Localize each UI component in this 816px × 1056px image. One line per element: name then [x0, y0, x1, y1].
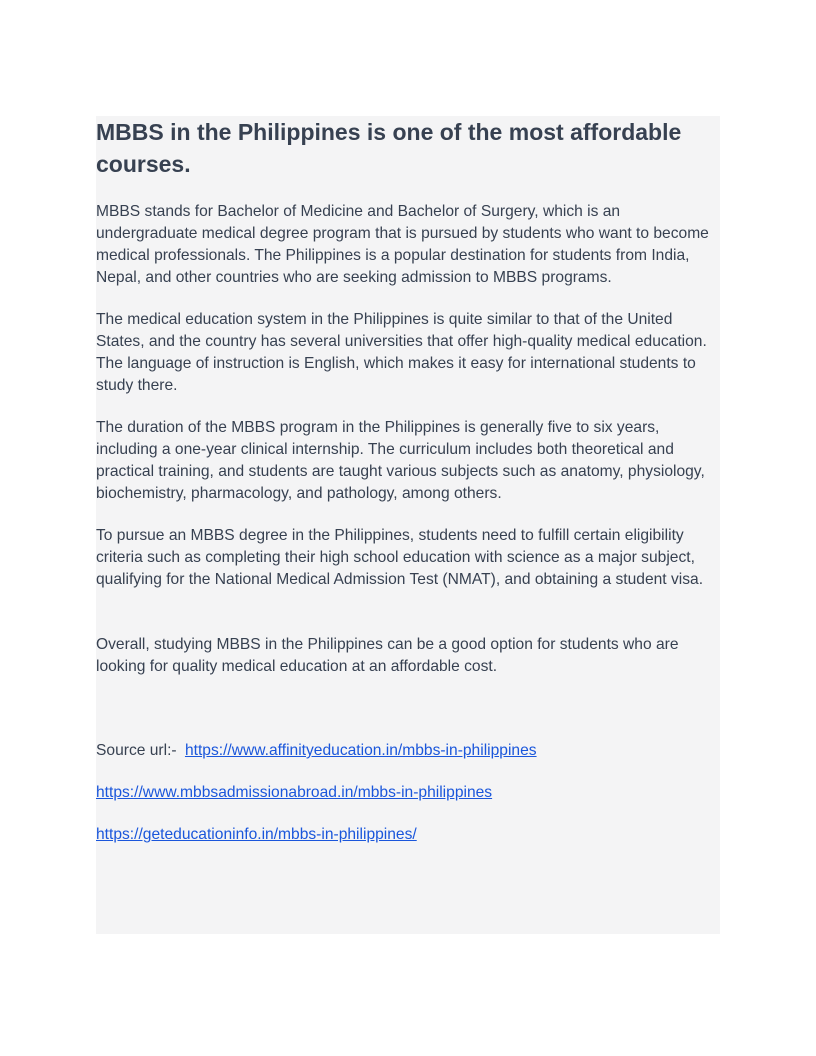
paragraph-eligibility: To pursue an MBBS degree in the Philippines, students need to fulfill certain eligibility criteria such as completing their high school education with science as a major subject, qualifying for the National Medical Admission Test (NMAT), and obtaining a student visa. [96, 527, 704, 588]
source-line [96, 782, 720, 804]
paragraph-intro: MBBS stands for Bachelor of Medicine and Bachelor of Surgery, which is an undergraduate medical degree program that is pursued by students who want to become medical professionals. The Philippines is a popular destination for students from India, Nepal, and other countries who are seeking admission to MBBS programs. [96, 203, 709, 286]
page-title: MBBS in the Philippines is one of the most affordable courses. [96, 119, 682, 177]
paragraph-education-system: The medical education system in the Philippines is quite similar to that of the United States, and the country has several universities that offer high-quality medical education. The language of instruction is English, which makes it easy for international students to study there. [96, 311, 707, 394]
paragraph-duration: The duration of the MBBS program in the Philippines is generally five to six years, including a one-year clinical internship. The curriculum includes both theoretical and practical training, and students are taught various subjects such as anatomy, physiology, biochemistry, pharmacology, and pathology, among others. [96, 419, 705, 502]
source-label: Source url:- [96, 742, 177, 759]
source-link-affinityeducation[interactable]: https://www.affinityeducation.in/mbbs-in-philippines [184, 742, 537, 759]
paragraph-conclusion: Overall, studying MBBS in the Philippines can be a good option for students who are looking for quality medical education at an affordable cost. [96, 636, 679, 675]
source-line [96, 824, 720, 846]
article-panel [96, 116, 720, 934]
source-link-mbbsadmissionabroad[interactable]: https://www.mbbsadmissionabroad.in/mbbs-in-philippines [96, 784, 493, 801]
source-line [96, 740, 720, 762]
source-link-geteducationinfo[interactable]: https://geteducationinfo.in/mbbs-in-philippines/ [96, 826, 417, 843]
